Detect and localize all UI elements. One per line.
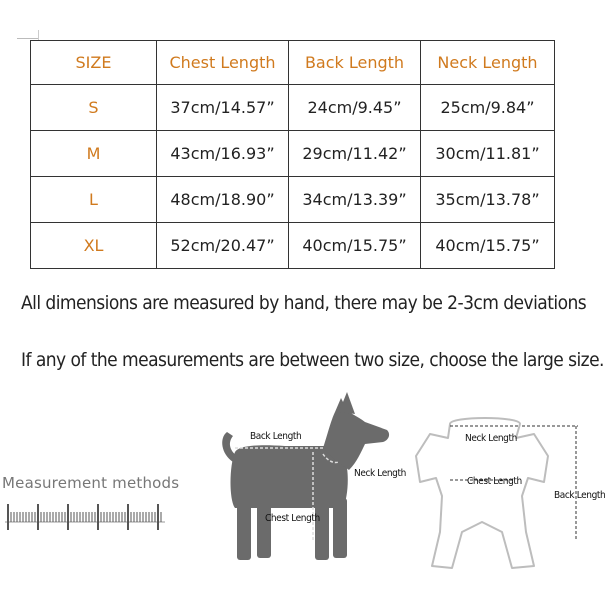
dog-back-length-label: Back Length bbox=[250, 431, 302, 442]
divider-mark bbox=[38, 30, 39, 40]
deviation-note: All dimensions are measured by hand, there may be 2-3cm deviations bbox=[21, 292, 587, 314]
garment-neck-length-label: Neck Length bbox=[465, 433, 517, 444]
dog-chest-length-label: Chest Length bbox=[265, 513, 320, 524]
header-neck-length: Neck Length bbox=[421, 41, 555, 85]
divider-mark bbox=[17, 38, 39, 39]
back-cell: 24cm/9.45” bbox=[289, 85, 421, 131]
size-cell: XL bbox=[31, 223, 157, 269]
back-cell: 29cm/11.42” bbox=[289, 131, 421, 177]
table-row bbox=[31, 131, 555, 177]
chest-cell: 48cm/18.90” bbox=[157, 177, 289, 223]
size-cell: M bbox=[31, 131, 157, 177]
table-row bbox=[31, 223, 555, 269]
garment-back-length-label: Back Length bbox=[554, 490, 605, 501]
measurement-methods-label: Measurement methods bbox=[2, 474, 180, 492]
ruler-icon bbox=[5, 502, 165, 532]
size-cell: L bbox=[31, 177, 157, 223]
neck-cell: 40cm/15.75” bbox=[421, 223, 555, 269]
neck-cell: 25cm/9.84” bbox=[421, 85, 555, 131]
neck-cell: 35cm/13.78” bbox=[421, 177, 555, 223]
chest-cell: 43cm/16.93” bbox=[157, 131, 289, 177]
size-cell: S bbox=[31, 85, 157, 131]
header-chest-length: Chest Length bbox=[157, 41, 289, 85]
table-header-row bbox=[31, 41, 555, 85]
dog-silhouette-icon bbox=[215, 390, 400, 570]
dog-neck-length-label: Neck Length bbox=[354, 468, 406, 479]
header-back-length: Back Length bbox=[289, 41, 421, 85]
garment-chest-length-label: Chest Length bbox=[467, 476, 522, 487]
table-row bbox=[31, 85, 555, 131]
table-row bbox=[31, 177, 555, 223]
large-size-note: If any of the measurements are between two size, choose the large size. bbox=[21, 349, 604, 371]
size-chart-table bbox=[30, 40, 555, 269]
neck-cell: 30cm/11.81” bbox=[421, 131, 555, 177]
back-cell: 40cm/15.75” bbox=[289, 223, 421, 269]
chest-cell: 52cm/20.47” bbox=[157, 223, 289, 269]
chest-cell: 37cm/14.57” bbox=[157, 85, 289, 131]
back-cell: 34cm/13.39” bbox=[289, 177, 421, 223]
header-size: SIZE bbox=[31, 41, 157, 85]
